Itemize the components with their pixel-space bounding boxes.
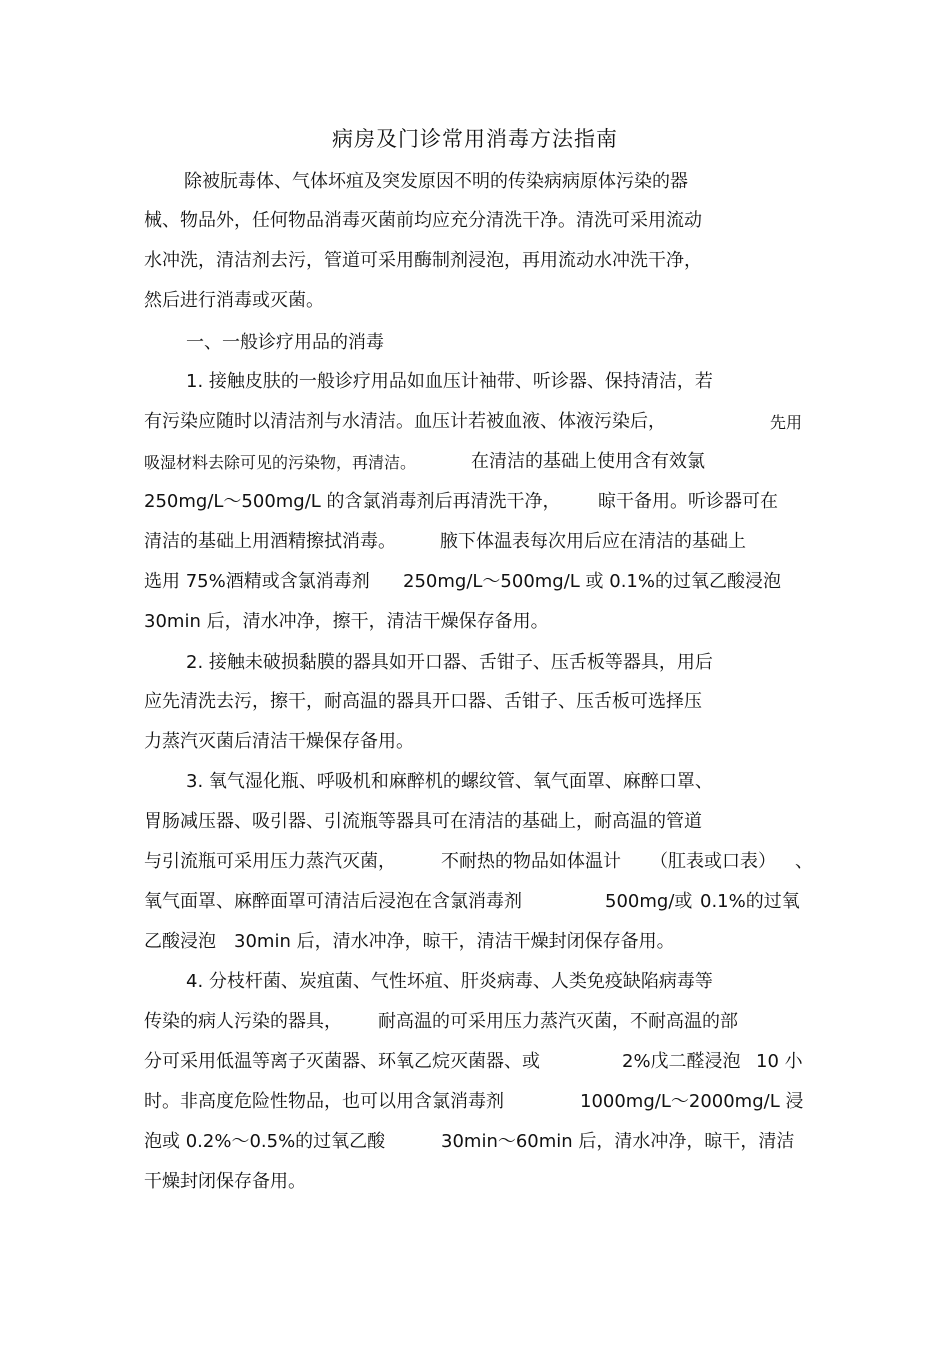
text-line: 然后进行消毒或灭菌。 xyxy=(144,290,324,311)
text-line: 乙酸浸泡 xyxy=(144,931,216,952)
text-line: 2. 接触未破损黏膜的器具如开口器、舌钳子、压舌板等器具，用后 xyxy=(186,652,713,673)
text-line: 干燥封闭保存备用。 xyxy=(144,1171,306,1192)
document-title: 病房及门诊常用消毒方法指南 xyxy=(332,127,618,151)
text-fragment: （肛表或口表） xyxy=(650,851,776,872)
text-fragment: 腋下体温表每次用后应在清洁的基础上 xyxy=(440,531,746,552)
text-line: 250mg/L～500mg/L 的含氯消毒剂后再清洗干净， xyxy=(144,491,561,512)
text-fragment: 耐高温的可采用压力蒸汽灭菌，不耐高温的部 xyxy=(378,1011,738,1032)
text-fragment: 2%戊二醛浸泡 xyxy=(622,1051,741,1072)
text-fragment: 0.1%的过氧 xyxy=(700,891,800,912)
text-line: 有污染应随时以清洁剂与水清洁。血压计若被血液、体液污染后， xyxy=(144,411,666,432)
text-fragment: 10 小 xyxy=(756,1051,803,1072)
text-line: 氧气面罩、麻醉面罩可清洁后浸泡在含氯消毒剂 xyxy=(144,891,522,912)
text-line: 力蒸汽灭菌后清洁干燥保存备用。 xyxy=(144,731,414,752)
text-line: 除被朊毒体、气体坏疽及突发原因不明的传染病病原体污染的器 xyxy=(184,171,688,192)
text-line: 4. 分枝杆菌、炭疽菌、气性坏疽、肝炎病毒、人类免疫缺陷病毒等 xyxy=(186,971,713,992)
text-line: 与引流瓶可采用压力蒸汽灭菌， xyxy=(144,851,396,872)
text-line: 胃肠减压器、吸引器、引流瓶等器具可在清洁的基础上，耐高温的管道 xyxy=(144,811,702,832)
text-line: 水冲洗，清洁剂去污，管道可采用酶制剂浸泡，再用流动水冲洗干净， xyxy=(144,250,702,271)
text-fragment: 在清洁的基础上使用含有效氯 xyxy=(471,451,705,472)
text-line: 1. 接触皮肤的一般诊疗用品如血压计袖带、听诊器、保持清洁，若 xyxy=(186,371,713,392)
text-line: 泡或 0.2%～0.5%的过氧乙酸 xyxy=(144,1131,386,1152)
text-line: 分可采用低温等离子灭菌器、环氧乙烷灭菌器、或 xyxy=(144,1051,540,1072)
text-fragment: 不耐热的物品如体温计 xyxy=(441,851,621,872)
text-fragment: 晾干备用。听诊器可在 xyxy=(598,491,778,512)
text-line: 清洁的基础上用酒精擦拭消毒。 xyxy=(144,531,396,552)
text-line: 械、物品外，任何物品消毒灭菌前均应充分清洗干净。清洗可采用流动 xyxy=(144,210,702,231)
text-line: 吸湿材料去除可见的污染物，再清洁。 xyxy=(144,453,417,472)
text-fragment: 先用 xyxy=(770,413,803,432)
text-line: 时。非高度危险性物品，也可以用含氯消毒剂 xyxy=(144,1091,504,1112)
text-fragment: 500mg/或 xyxy=(605,891,693,912)
text-line: 传染的病人污染的器具， xyxy=(144,1011,342,1032)
text-line: 应先清洗去污，擦干，耐高温的器具开口器、舌钳子、压舌板可选择压 xyxy=(144,691,702,712)
text-fragment: 30min 后，清水冲净，晾干，清洁干燥封闭保存备用。 xyxy=(234,931,675,952)
text-line: 30min 后，清水冲净，擦干，清洁干燥保存备用。 xyxy=(144,611,549,632)
text-fragment: 30min～60min 后，清水冲净，晾干，清洁 xyxy=(441,1131,795,1152)
text-line: 3. 氧气湿化瓶、呼吸机和麻醉机的螺纹管、氧气面罩、麻醉口罩、 xyxy=(186,771,713,792)
section-heading: 一、一般诊疗用品的消毒 xyxy=(186,332,384,353)
text-fragment: 、 xyxy=(795,851,813,872)
text-fragment: 250mg/L～500mg/L 或 0.1%的过氧乙酸浸泡 xyxy=(403,571,781,592)
text-line: 选用 75%酒精或含氯消毒剂 xyxy=(144,571,370,592)
text-fragment: 1000mg/L～2000mg/L 浸 xyxy=(580,1091,804,1112)
